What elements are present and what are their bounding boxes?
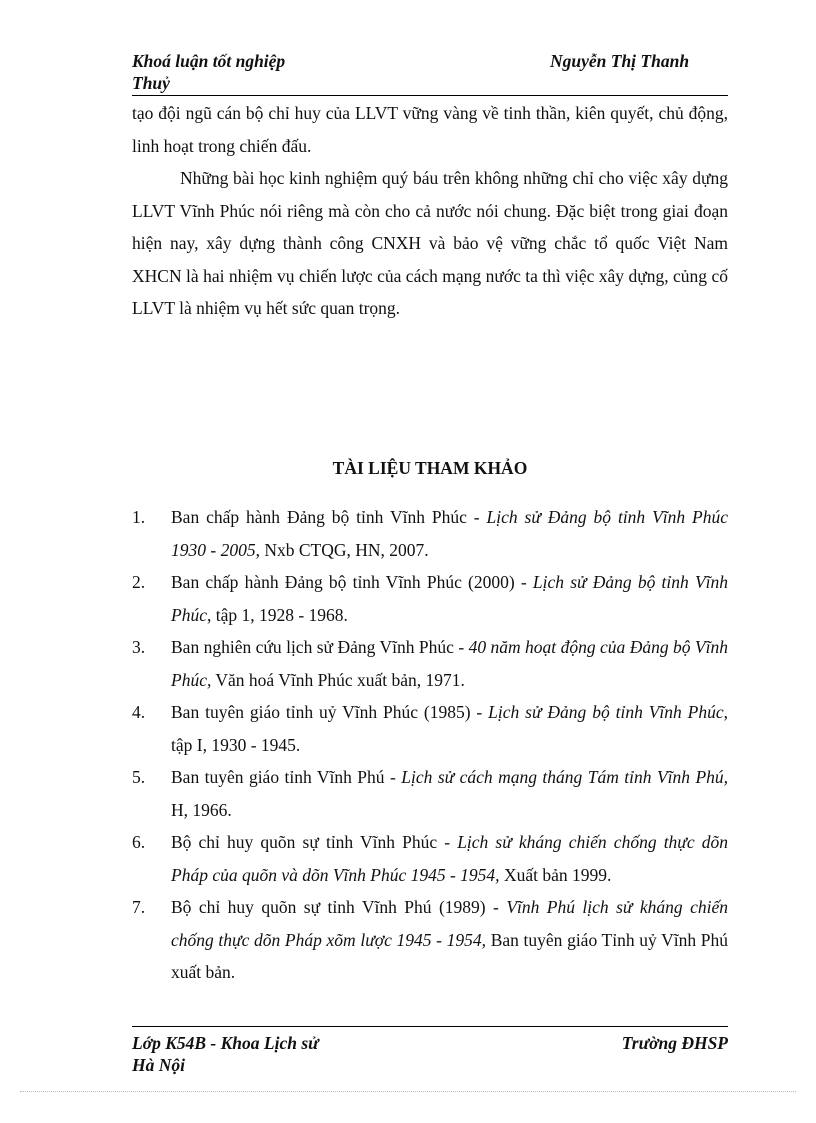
- reference-item: [132, 826, 728, 891]
- reference-author: Ban chấp hành Đảng bộ tỉnh Vĩnh Phúc (2000) -: [171, 572, 533, 592]
- reference-title: 40 năm hoạt động của Đảng bộ Vĩnh Phúc,: [171, 637, 728, 690]
- reference-number: 6.: [132, 832, 146, 852]
- footer-school: Trường ĐHSP: [621, 1033, 728, 1053]
- reference-author: Ban nghiên cứu lịch sử Đảng Vĩnh Phúc -: [171, 637, 469, 657]
- reference-title: Lịch sử Đảng bộ tỉnh Vĩnh Phúc: [488, 702, 724, 722]
- reference-title: Lịch sử Đảng bộ tỉnh Vĩnh Phúc: [171, 572, 728, 625]
- reference-title: Lịch sử Đảng bộ tỉnh Vĩnh Phúc 1930 - 2005: [171, 507, 728, 560]
- page-footer: [132, 1026, 728, 1077]
- reference-number: 3.: [132, 637, 146, 657]
- reference-author: Bộ chỉ huy quõn sự tỉnh Vĩnh Phúc -: [171, 832, 458, 852]
- reference-author: Bộ chỉ huy quõn sự tỉnh Vĩnh Phú (1989) -: [171, 897, 507, 917]
- reference-publisher: Xuất bản 1999.: [499, 864, 612, 885]
- page-header: [132, 50, 728, 96]
- reference-author: Ban tuyên giáo tỉnh Vĩnh Phú -: [171, 767, 402, 787]
- references-title: TÀI LIỆU THAM KHẢO: [332, 458, 528, 478]
- reference-item: [132, 631, 728, 696]
- reference-number: 4.: [132, 702, 146, 722]
- reference-title: Lịch sử cách mạng tháng Tám tỉnh Vĩnh Phú,: [401, 767, 729, 787]
- reference-title: Vĩnh Phú lịch sử kháng chiến chống thực dõn Pháp xõm lược 1945 - 1954,: [171, 897, 728, 950]
- body-paragraph-2: Những bài học kinh nghiệm quý báu trên không những chỉ cho việc xây dựng LLVT Vĩnh Phúc nói riêng mà còn cho cả nước nói chung. Đặc biệt trong giai đoạn hiện nay, xây dựng thành công CNXH và bảo vệ vững chắc tổ quốc Việt Nam XHCN là hai nhiệm vụ chiến lược của cách mạng nước ta thì việc xây dựng, củng cố LLVT là nhiệm vụ hết sức quan trọng.: [132, 168, 728, 318]
- reference-item: [132, 566, 728, 631]
- reference-number: 7.: [132, 897, 146, 917]
- reference-author: Ban chấp hành Đảng bộ tỉnh Vĩnh Phúc -: [171, 507, 487, 527]
- header-author-surname-wrap: Thuỷ: [132, 73, 170, 93]
- reference-number: 5.: [132, 767, 146, 787]
- reference-number: 2.: [132, 572, 146, 592]
- reference-item: [132, 696, 728, 761]
- references-list: [132, 501, 728, 989]
- reference-publisher: , Nxb CTQG, HN, 2007.: [255, 539, 429, 560]
- footer-city: Hà Nội: [132, 1055, 185, 1075]
- reference-item: [132, 761, 728, 826]
- reference-publisher: , tập 1, 1928 - 1968.: [206, 604, 348, 625]
- reference-author: Ban tuyên giáo tỉnh uỷ Vĩnh Phúc (1985) -: [171, 702, 489, 722]
- reference-publisher: Ban tuyên giáo Tỉnh uỷ Vĩnh Phú xuất bản.: [171, 929, 728, 982]
- reference-number: 1.: [132, 507, 146, 527]
- reference-item: [132, 501, 728, 566]
- reference-publisher: H, 1966.: [171, 799, 232, 820]
- reference-item: [132, 891, 728, 989]
- page-bottom-divider: [20, 1091, 796, 1092]
- header-thesis-label: Khoá luận tốt nghiệp: [132, 51, 286, 71]
- reference-title: Lịch sử kháng chiến chống thực dõn Pháp của quõn và dõn Vĩnh Phúc 1945 - 1954,: [171, 832, 728, 885]
- header-author-name: Nguyễn Thị Thanh: [550, 51, 690, 71]
- reference-publisher: , tập I, 1930 - 1945.: [171, 702, 728, 755]
- body-paragraph-1: tạo đội ngũ cán bộ chỉ huy của LLVT vững vàng về tinh thần, kiên quyết, chủ động, linh hoạt trong chiến đấu.: [132, 103, 728, 156]
- footer-class-label: Lớp K54B - Khoa Lịch sử: [132, 1033, 319, 1053]
- reference-publisher: Văn hoá Vĩnh Phúc xuất bản, 1971.: [211, 669, 465, 690]
